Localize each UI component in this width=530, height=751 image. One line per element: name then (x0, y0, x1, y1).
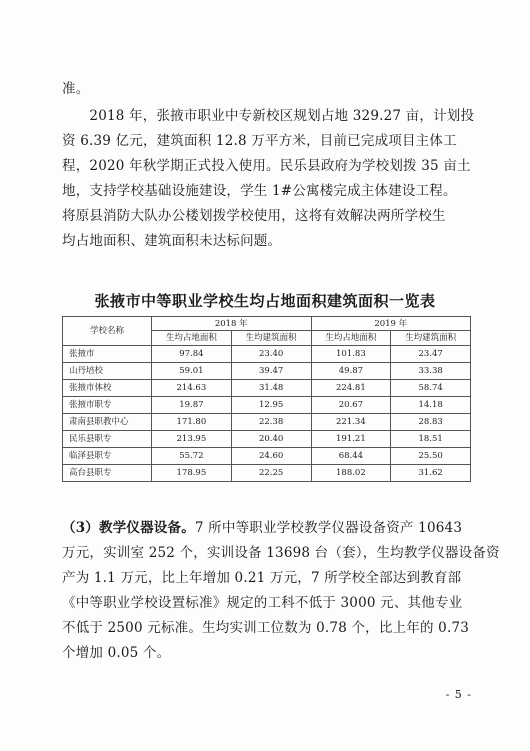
building-area-2018: 24.60 (231, 448, 311, 465)
land-area-2018: 178.95 (152, 465, 232, 482)
column-header-year-2019: 2019 年 (311, 317, 471, 331)
text-line: 个增加 0.05 个。 (62, 645, 171, 661)
table-row (63, 363, 471, 380)
school-name: 张掖市职专 (63, 397, 152, 414)
paragraph-campus-construction (62, 104, 475, 254)
school-name: 民乐县职专 (63, 431, 152, 448)
land-area-2019: 68.44 (311, 448, 391, 465)
text-line: 均占地面积、建筑面积未达标问题。 (62, 233, 282, 249)
text-span: 7 所中等职业学校教学仪器设备资产 10643 (194, 520, 463, 536)
building-area-2019: 14.18 (391, 397, 471, 414)
page-number: - 5 - (445, 688, 472, 701)
school-name: 高台县职专 (63, 465, 152, 482)
school-name: 张掖市体校 (63, 380, 152, 397)
text-line: 将原县消防大队办公楼划拨学校使用，这将有效解决两所学校生 (62, 208, 446, 224)
land-area-2019: 191.21 (311, 431, 391, 448)
column-header-school: 学校名称 (63, 317, 152, 346)
building-area-2018: 20.40 (231, 431, 311, 448)
text-line: 《中等职业学校设置标准》规定的工科不低于 3000 元、其他专业 (62, 595, 463, 611)
land-area-2018: 171.80 (152, 414, 232, 431)
school-name: 肃南县职教中心 (63, 414, 152, 431)
table-row (63, 380, 471, 397)
text-line: 2018 年，张掖市职业中专新校区规划占地 329.27 亩，计划投 (62, 108, 475, 124)
building-area-2018: 22.38 (231, 414, 311, 431)
land-area-2019: 20.67 (311, 397, 391, 414)
school-name: 张掖市 (63, 346, 152, 363)
building-area-2018: 22.25 (231, 465, 311, 482)
school-name: 临泽县职专 (63, 448, 152, 465)
table-header-row (63, 317, 471, 331)
column-header-building-2018: 生均建筑面积 (231, 331, 311, 346)
building-area-2018: 12.95 (231, 397, 311, 414)
land-area-2018: 55.72 (152, 448, 232, 465)
land-area-2018: 97.84 (152, 346, 232, 363)
building-area-2019: 33.38 (391, 363, 471, 380)
building-area-2019: 31.62 (391, 465, 471, 482)
text-line (62, 516, 472, 541)
text-line: 产为 1.1 万元，比上年增加 0.21 万元，7 所学校全部达到教育部 (62, 570, 462, 586)
paragraph-continuation: 准。 (62, 81, 90, 97)
table-row (63, 346, 471, 363)
table-row (63, 431, 471, 448)
text-line: 万元，实训室 252 个，实训设备 13698 台（套），生均教学仪器设备资 (62, 545, 500, 561)
land-area-2018: 214.63 (152, 380, 232, 397)
land-area-2019: 101.83 (311, 346, 391, 363)
area-statistics-table (62, 316, 471, 482)
text-line: 不低于 2500 元标准。生均实训工位数为 0.78 个，比上年的 0.73 (62, 620, 470, 636)
land-area-2018: 59.01 (152, 363, 232, 380)
table-row (63, 397, 471, 414)
table-row (63, 465, 471, 482)
column-header-land-2018: 生均占地面积 (152, 331, 232, 346)
building-area-2019: 25.50 (391, 448, 471, 465)
text-line: 程，2020 年秋学期正式投入使用。民乐县政府为学校划拨 35 亩土 (62, 158, 471, 174)
land-area-2019: 224.81 (311, 380, 391, 397)
building-area-2019: 58.74 (391, 380, 471, 397)
land-area-2019: 49.87 (311, 363, 391, 380)
building-area-2019: 28.83 (391, 414, 471, 431)
column-header-year-2018: 2018 年 (152, 317, 312, 331)
section-heading: （3）教学仪器设备。 (62, 520, 195, 536)
text-line: 地，支持学校基础设施建设，学生 1#公寓楼完成主体建设工程。 (62, 183, 457, 199)
school-name: 山丹培校 (63, 363, 152, 380)
table-row (63, 414, 471, 431)
table-title: 张掖市中等职业学校生均占地面积建筑面积一览表 (94, 292, 436, 310)
table-row (63, 448, 471, 465)
building-area-2018: 31.48 (231, 380, 311, 397)
building-area-2018: 39.47 (231, 363, 311, 380)
column-header-building-2019: 生均建筑面积 (391, 331, 471, 346)
land-area-2019: 188.02 (311, 465, 391, 482)
building-area-2019: 18.51 (391, 431, 471, 448)
building-area-2019: 23.47 (391, 346, 471, 363)
land-area-2019: 221.34 (311, 414, 391, 431)
land-area-2018: 213.95 (152, 431, 232, 448)
column-header-land-2019: 生均占地面积 (311, 331, 391, 346)
building-area-2018: 23.40 (231, 346, 311, 363)
paragraph-teaching-equipment (62, 516, 500, 666)
land-area-2018: 19.87 (152, 397, 232, 414)
text-line: 资 6.39 亿元，建筑面积 12.8 万平方米，目前已完成项目主体工 (62, 133, 457, 149)
